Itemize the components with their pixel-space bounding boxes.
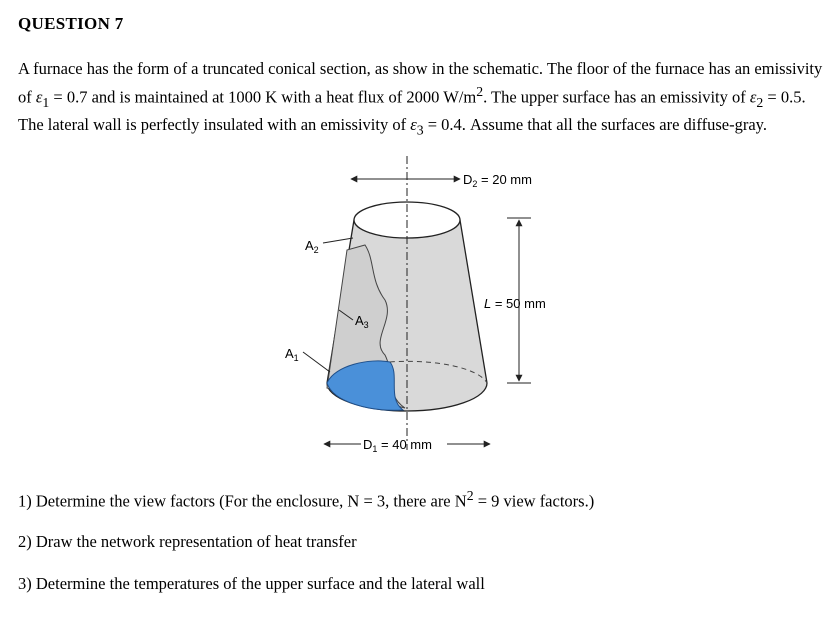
l-label: L = 50 mm: [484, 296, 546, 311]
epsilon-1: ε: [35, 87, 43, 106]
task-3: 3) Determine the temperatures of the upper surface and the lateral wall: [18, 574, 485, 593]
epsilon-3-sub: 3: [416, 122, 424, 138]
epsilon-3-value: = 0.4. Assume that all the surfaces are diffuse-gray.: [423, 114, 767, 134]
a1-leader: [303, 352, 330, 372]
a1-label: $A_1$: [285, 346, 299, 363]
d2-label: $D_2 = 20$ mm: [463, 172, 532, 189]
d1-label: $D_1 = 40$ mm: [363, 437, 432, 454]
epsilon-1-value: = 0.7 and is maintained at 1000 K with a heat flux of 2000 W/m: [49, 87, 477, 106]
a2-label: $A_2$: [305, 238, 319, 255]
epsilon-2-value: = 0.5. The lateral wall is perfectly insulated with an emissivity of: [18, 87, 806, 134]
problem-text-2: . The upper surface has an emissivity of: [483, 87, 750, 106]
problem-text-1: A furnace has the form of a truncated conical section, as show in the schematic. The floor of the furnace has an emissivity of: [18, 59, 823, 106]
furnace-schematic: [275, 150, 575, 470]
epsilon-3: ε: [410, 114, 417, 134]
epsilon-1-sub: 1: [42, 94, 50, 110]
a2-leader: [323, 238, 353, 243]
epsilon-2-sub: 2: [756, 94, 764, 110]
heat-flux-unit-exponent: 2: [476, 83, 484, 99]
epsilon-2: ε: [749, 87, 757, 106]
task-2: 2) Draw the network representation of heat transfer: [18, 532, 357, 551]
question-title: QUESTION 7: [18, 14, 124, 33]
problem-statement: [18, 58, 824, 142]
task-1: 1) Determine the view factors (For the enclosure, N = 3, there are $N^2 = 9$ view factors.): [18, 488, 595, 511]
a3-label: $A_3$: [355, 313, 369, 330]
